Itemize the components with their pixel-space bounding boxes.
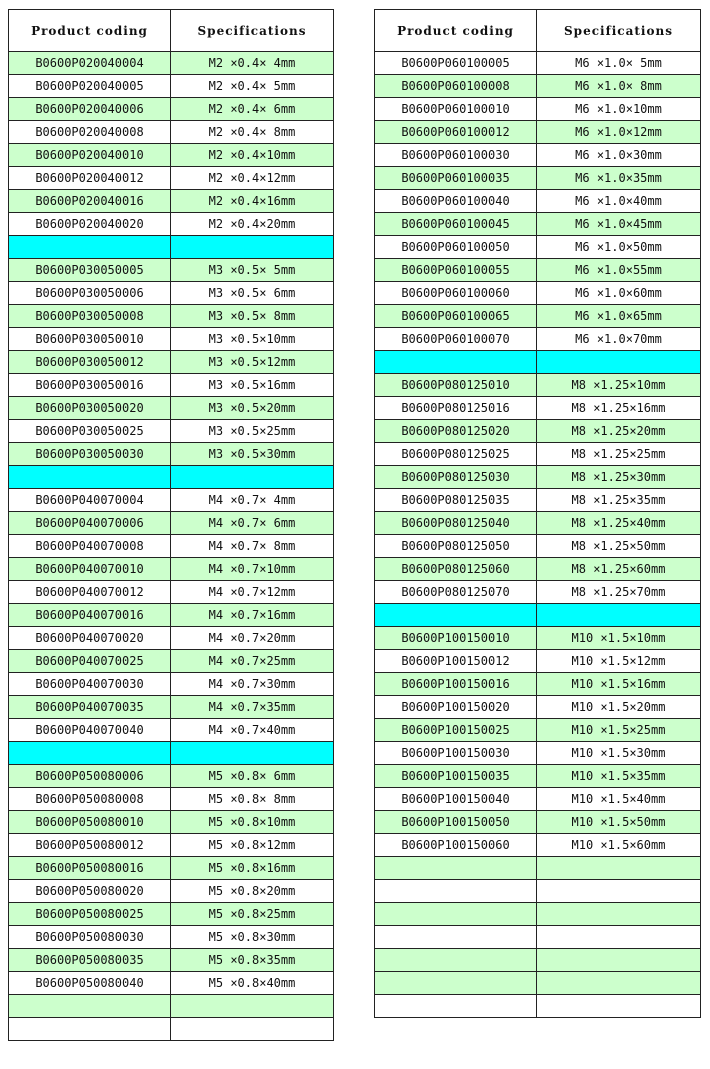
product-code-cell: B0600P100150012 bbox=[375, 650, 537, 673]
specification-cell bbox=[537, 604, 701, 627]
product-code-cell: B0600P060100050 bbox=[375, 236, 537, 259]
table-row bbox=[9, 627, 334, 650]
specification-cell: M8 ×1.25×20mm bbox=[537, 420, 701, 443]
specification-cell: M6 ×1.0×55mm bbox=[537, 259, 701, 282]
header-specifications: Specifications bbox=[171, 10, 334, 52]
specification-cell: M5 ×0.8× 6mm bbox=[171, 765, 334, 788]
header-specifications: Specifications bbox=[537, 10, 701, 52]
empty-row bbox=[375, 972, 701, 995]
product-code-cell bbox=[375, 903, 537, 926]
product-code-cell: B0600P040070006 bbox=[9, 512, 171, 535]
specification-cell: M6 ×1.0×65mm bbox=[537, 305, 701, 328]
product-code-cell: B0600P080125025 bbox=[375, 443, 537, 466]
specification-cell bbox=[171, 742, 334, 765]
product-code-cell: B0600P060100045 bbox=[375, 213, 537, 236]
specification-cell: M2 ×0.4× 4mm bbox=[171, 52, 334, 75]
product-code-cell bbox=[375, 880, 537, 903]
specification-cell: M2 ×0.4× 8mm bbox=[171, 121, 334, 144]
product-code-cell bbox=[375, 351, 537, 374]
separator-row bbox=[9, 236, 334, 259]
separator-row bbox=[375, 604, 701, 627]
table-row bbox=[9, 144, 334, 167]
specification-cell: M10 ×1.5×50mm bbox=[537, 811, 701, 834]
product-code-cell: B0600P030050016 bbox=[9, 374, 171, 397]
table-row bbox=[375, 213, 701, 236]
table-row bbox=[9, 880, 334, 903]
product-code-cell: B0600P080125035 bbox=[375, 489, 537, 512]
specification-cell: M5 ×0.8×20mm bbox=[171, 880, 334, 903]
product-code-cell: B0600P050080020 bbox=[9, 880, 171, 903]
product-code-cell: B0600P080125010 bbox=[375, 374, 537, 397]
product-code-cell: B0600P020040008 bbox=[9, 121, 171, 144]
product-code-cell: B0600P080125030 bbox=[375, 466, 537, 489]
table-row bbox=[375, 811, 701, 834]
table-row bbox=[375, 374, 701, 397]
specification-cell: M6 ×1.0×45mm bbox=[537, 213, 701, 236]
header-product-coding: Product coding bbox=[9, 10, 171, 52]
table-row bbox=[9, 52, 334, 75]
table-row bbox=[375, 696, 701, 719]
table-row bbox=[375, 627, 701, 650]
product-code-cell: B0600P050080008 bbox=[9, 788, 171, 811]
table-row bbox=[375, 650, 701, 673]
specification-cell bbox=[171, 1018, 334, 1041]
product-code-cell: B0600P060100065 bbox=[375, 305, 537, 328]
specification-cell: M4 ×0.7×20mm bbox=[171, 627, 334, 650]
specification-cell: M6 ×1.0×35mm bbox=[537, 167, 701, 190]
specification-cell bbox=[537, 995, 701, 1018]
product-code-cell: B0600P020040004 bbox=[9, 52, 171, 75]
table-row bbox=[9, 834, 334, 857]
product-code-cell: B0600P030050006 bbox=[9, 282, 171, 305]
specification-cell: M5 ×0.8×35mm bbox=[171, 949, 334, 972]
table-row bbox=[375, 236, 701, 259]
table-row bbox=[375, 397, 701, 420]
table-row bbox=[375, 535, 701, 558]
table-row bbox=[375, 52, 701, 75]
product-code-cell: B0600P020040016 bbox=[9, 190, 171, 213]
product-code-cell: B0600P020040006 bbox=[9, 98, 171, 121]
product-code-cell: B0600P040070025 bbox=[9, 650, 171, 673]
spec-table-left bbox=[8, 9, 334, 1041]
table-row bbox=[375, 443, 701, 466]
product-code-cell: B0600P080125020 bbox=[375, 420, 537, 443]
specification-cell: M8 ×1.25×40mm bbox=[537, 512, 701, 535]
table-row bbox=[9, 650, 334, 673]
table-row bbox=[375, 167, 701, 190]
product-code-cell: B0600P100150040 bbox=[375, 788, 537, 811]
product-code-cell: B0600P050080030 bbox=[9, 926, 171, 949]
specification-cell: M8 ×1.25×35mm bbox=[537, 489, 701, 512]
table-row bbox=[9, 190, 334, 213]
table-row bbox=[375, 489, 701, 512]
specification-cell: M4 ×0.7×30mm bbox=[171, 673, 334, 696]
table-row bbox=[9, 765, 334, 788]
specification-cell bbox=[537, 880, 701, 903]
product-code-cell: B0600P100150016 bbox=[375, 673, 537, 696]
product-code-cell: B0600P100150050 bbox=[375, 811, 537, 834]
product-code-cell: B0600P020040020 bbox=[9, 213, 171, 236]
specification-cell: M10 ×1.5×40mm bbox=[537, 788, 701, 811]
product-code-cell: B0600P050080016 bbox=[9, 857, 171, 880]
specification-cell: M10 ×1.5×35mm bbox=[537, 765, 701, 788]
separator-row bbox=[9, 466, 334, 489]
product-code-cell: B0600P100150035 bbox=[375, 765, 537, 788]
product-code-cell: B0600P060100010 bbox=[375, 98, 537, 121]
product-code-cell bbox=[375, 926, 537, 949]
table-row bbox=[9, 282, 334, 305]
table-body bbox=[375, 52, 701, 1018]
product-code-cell: B0600P060100055 bbox=[375, 259, 537, 282]
specification-cell: M10 ×1.5×20mm bbox=[537, 696, 701, 719]
product-code-cell: B0600P030050012 bbox=[9, 351, 171, 374]
product-code-cell: B0600P100150060 bbox=[375, 834, 537, 857]
specification-cell: M8 ×1.25×25mm bbox=[537, 443, 701, 466]
product-code-cell: B0600P030050005 bbox=[9, 259, 171, 282]
product-code-cell: B0600P050080012 bbox=[9, 834, 171, 857]
specification-cell: M5 ×0.8×40mm bbox=[171, 972, 334, 995]
specification-cell bbox=[171, 466, 334, 489]
table-row bbox=[9, 558, 334, 581]
specification-cell: M6 ×1.0×30mm bbox=[537, 144, 701, 167]
empty-row bbox=[9, 1018, 334, 1041]
table-row bbox=[375, 144, 701, 167]
specification-cell: M8 ×1.25×50mm bbox=[537, 535, 701, 558]
specification-cell: M10 ×1.5×10mm bbox=[537, 627, 701, 650]
product-code-cell bbox=[375, 949, 537, 972]
empty-row bbox=[375, 995, 701, 1018]
product-code-cell: B0600P050080025 bbox=[9, 903, 171, 926]
product-code-cell: B0600P050080010 bbox=[9, 811, 171, 834]
product-code-cell: B0600P060100040 bbox=[375, 190, 537, 213]
table-row bbox=[9, 305, 334, 328]
table-row bbox=[9, 696, 334, 719]
product-code-cell: B0600P040070010 bbox=[9, 558, 171, 581]
specification-cell: M8 ×1.25×16mm bbox=[537, 397, 701, 420]
specification-cell: M3 ×0.5×25mm bbox=[171, 420, 334, 443]
table-row bbox=[9, 903, 334, 926]
table-row bbox=[375, 512, 701, 535]
empty-row bbox=[375, 926, 701, 949]
specification-cell: M4 ×0.7× 8mm bbox=[171, 535, 334, 558]
specification-cell: M4 ×0.7× 4mm bbox=[171, 489, 334, 512]
product-code-cell: B0600P020040005 bbox=[9, 75, 171, 98]
product-code-cell: B0600P050080035 bbox=[9, 949, 171, 972]
spec-table-right bbox=[374, 9, 701, 1018]
product-code-cell: B0600P100150025 bbox=[375, 719, 537, 742]
product-code-cell: B0600P100150010 bbox=[375, 627, 537, 650]
product-code-cell: B0600P020040012 bbox=[9, 167, 171, 190]
table-row bbox=[375, 305, 701, 328]
specification-cell bbox=[171, 236, 334, 259]
table-row bbox=[9, 926, 334, 949]
table-row bbox=[9, 972, 334, 995]
product-code-cell: B0600P040070030 bbox=[9, 673, 171, 696]
empty-row bbox=[375, 903, 701, 926]
specification-cell: M8 ×1.25×10mm bbox=[537, 374, 701, 397]
product-code-cell: B0600P040070040 bbox=[9, 719, 171, 742]
table-row bbox=[375, 75, 701, 98]
specification-cell: M8 ×1.25×30mm bbox=[537, 466, 701, 489]
table-row bbox=[9, 604, 334, 627]
product-code-cell: B0600P040070016 bbox=[9, 604, 171, 627]
product-code-cell: B0600P100150020 bbox=[375, 696, 537, 719]
table-row bbox=[9, 167, 334, 190]
table-row bbox=[9, 374, 334, 397]
separator-row bbox=[9, 742, 334, 765]
table-row bbox=[9, 949, 334, 972]
product-code-cell: B0600P030050010 bbox=[9, 328, 171, 351]
specification-cell bbox=[537, 903, 701, 926]
separator-row bbox=[375, 351, 701, 374]
header-row bbox=[375, 10, 701, 52]
product-code-cell: B0600P060100008 bbox=[375, 75, 537, 98]
empty-row bbox=[375, 880, 701, 903]
product-code-cell: B0600P040070012 bbox=[9, 581, 171, 604]
table-row bbox=[375, 742, 701, 765]
table-row bbox=[9, 397, 334, 420]
specification-cell: M10 ×1.5×16mm bbox=[537, 673, 701, 696]
table-row bbox=[9, 259, 334, 282]
specification-cell: M5 ×0.8×10mm bbox=[171, 811, 334, 834]
specification-cell: M4 ×0.7×35mm bbox=[171, 696, 334, 719]
specification-cell: M4 ×0.7×16mm bbox=[171, 604, 334, 627]
specification-cell: M6 ×1.0×60mm bbox=[537, 282, 701, 305]
specification-cell: M4 ×0.7×12mm bbox=[171, 581, 334, 604]
specification-cell: M4 ×0.7× 6mm bbox=[171, 512, 334, 535]
table-row bbox=[375, 420, 701, 443]
specification-cell: M2 ×0.4×10mm bbox=[171, 144, 334, 167]
table-row bbox=[375, 282, 701, 305]
product-code-cell: B0600P060100035 bbox=[375, 167, 537, 190]
specification-cell bbox=[537, 926, 701, 949]
specification-cell: M6 ×1.0× 8mm bbox=[537, 75, 701, 98]
table-row bbox=[375, 190, 701, 213]
specification-cell bbox=[537, 351, 701, 374]
product-code-cell bbox=[375, 972, 537, 995]
table-row bbox=[375, 673, 701, 696]
specification-cell: M6 ×1.0× 5mm bbox=[537, 52, 701, 75]
table-body bbox=[9, 52, 334, 1041]
specification-cell: M5 ×0.8×12mm bbox=[171, 834, 334, 857]
table-row bbox=[375, 558, 701, 581]
specification-cell: M3 ×0.5× 5mm bbox=[171, 259, 334, 282]
product-code-cell bbox=[375, 857, 537, 880]
specification-cell: M5 ×0.8×16mm bbox=[171, 857, 334, 880]
product-code-cell: B0600P060100012 bbox=[375, 121, 537, 144]
table-row bbox=[9, 857, 334, 880]
product-code-cell: B0600P040070004 bbox=[9, 489, 171, 512]
product-code-cell: B0600P080125050 bbox=[375, 535, 537, 558]
table-row bbox=[375, 98, 701, 121]
table-row bbox=[375, 466, 701, 489]
specification-cell: M10 ×1.5×12mm bbox=[537, 650, 701, 673]
specification-cell: M4 ×0.7×40mm bbox=[171, 719, 334, 742]
table-row bbox=[9, 98, 334, 121]
specification-cell: M4 ×0.7×10mm bbox=[171, 558, 334, 581]
table-row bbox=[9, 512, 334, 535]
specification-cell: M8 ×1.25×60mm bbox=[537, 558, 701, 581]
product-code-cell bbox=[9, 1018, 171, 1041]
product-code-cell: B0600P060100005 bbox=[375, 52, 537, 75]
specification-cell bbox=[537, 972, 701, 995]
table-row bbox=[375, 788, 701, 811]
empty-row bbox=[375, 949, 701, 972]
product-code-cell: B0600P080125060 bbox=[375, 558, 537, 581]
header-product-coding: Product coding bbox=[375, 10, 537, 52]
table-row bbox=[9, 535, 334, 558]
specification-cell: M10 ×1.5×60mm bbox=[537, 834, 701, 857]
table-row bbox=[9, 351, 334, 374]
table-row bbox=[375, 834, 701, 857]
specification-cell: M6 ×1.0×10mm bbox=[537, 98, 701, 121]
product-code-cell bbox=[9, 742, 171, 765]
product-code-cell: B0600P030050020 bbox=[9, 397, 171, 420]
specification-cell: M2 ×0.4×12mm bbox=[171, 167, 334, 190]
product-code-cell: B0600P050080006 bbox=[9, 765, 171, 788]
table-row bbox=[9, 121, 334, 144]
specification-cell: M2 ×0.4×16mm bbox=[171, 190, 334, 213]
product-code-cell: B0600P040070035 bbox=[9, 696, 171, 719]
specification-cell: M2 ×0.4× 6mm bbox=[171, 98, 334, 121]
specification-cell: M6 ×1.0×12mm bbox=[537, 121, 701, 144]
product-code-cell: B0600P100150030 bbox=[375, 742, 537, 765]
header-row bbox=[9, 10, 334, 52]
specification-cell: M3 ×0.5×12mm bbox=[171, 351, 334, 374]
table-row bbox=[9, 719, 334, 742]
specification-cell: M4 ×0.7×25mm bbox=[171, 650, 334, 673]
table-row bbox=[375, 719, 701, 742]
table-row bbox=[9, 489, 334, 512]
specification-cell bbox=[171, 995, 334, 1018]
product-code-cell: B0600P040070020 bbox=[9, 627, 171, 650]
product-code-cell: B0600P040070008 bbox=[9, 535, 171, 558]
table-row bbox=[9, 811, 334, 834]
product-code-cell: B0600P030050008 bbox=[9, 305, 171, 328]
table-row bbox=[9, 420, 334, 443]
table-row bbox=[375, 121, 701, 144]
specification-cell: M5 ×0.8× 8mm bbox=[171, 788, 334, 811]
product-code-cell: B0600P060100070 bbox=[375, 328, 537, 351]
specification-cell: M10 ×1.5×30mm bbox=[537, 742, 701, 765]
specification-cell: M3 ×0.5× 6mm bbox=[171, 282, 334, 305]
specification-cell: M2 ×0.4× 5mm bbox=[171, 75, 334, 98]
specification-cell bbox=[537, 857, 701, 880]
specification-cell: M5 ×0.8×25mm bbox=[171, 903, 334, 926]
product-code-cell: B0600P030050030 bbox=[9, 443, 171, 466]
product-code-cell: B0600P060100030 bbox=[375, 144, 537, 167]
product-code-cell bbox=[9, 995, 171, 1018]
product-code-cell bbox=[375, 995, 537, 1018]
specification-cell: M6 ×1.0×50mm bbox=[537, 236, 701, 259]
specification-cell bbox=[537, 949, 701, 972]
specification-cell: M3 ×0.5×30mm bbox=[171, 443, 334, 466]
table-row bbox=[375, 765, 701, 788]
product-code-cell bbox=[9, 466, 171, 489]
table-row bbox=[375, 259, 701, 282]
product-code-cell: B0600P050080040 bbox=[9, 972, 171, 995]
empty-row bbox=[375, 857, 701, 880]
table-row bbox=[9, 213, 334, 236]
product-code-cell: B0600P060100060 bbox=[375, 282, 537, 305]
product-code-cell: B0600P080125070 bbox=[375, 581, 537, 604]
specification-cell: M3 ×0.5×16mm bbox=[171, 374, 334, 397]
specification-cell: M6 ×1.0×70mm bbox=[537, 328, 701, 351]
specification-cell: M8 ×1.25×70mm bbox=[537, 581, 701, 604]
specification-cell: M5 ×0.8×30mm bbox=[171, 926, 334, 949]
product-code-cell: B0600P080125016 bbox=[375, 397, 537, 420]
product-code-cell: B0600P030050025 bbox=[9, 420, 171, 443]
specification-cell: M6 ×1.0×40mm bbox=[537, 190, 701, 213]
table-row bbox=[9, 581, 334, 604]
table-row bbox=[9, 673, 334, 696]
specification-cell: M3 ×0.5×10mm bbox=[171, 328, 334, 351]
table-row bbox=[375, 581, 701, 604]
table-row bbox=[9, 443, 334, 466]
empty-row bbox=[9, 995, 334, 1018]
product-code-cell bbox=[9, 236, 171, 259]
product-code-cell bbox=[375, 604, 537, 627]
specification-cell: M3 ×0.5× 8mm bbox=[171, 305, 334, 328]
table-row bbox=[9, 75, 334, 98]
product-code-cell: B0600P020040010 bbox=[9, 144, 171, 167]
specification-cell: M10 ×1.5×25mm bbox=[537, 719, 701, 742]
table-row bbox=[9, 788, 334, 811]
specification-cell: M3 ×0.5×20mm bbox=[171, 397, 334, 420]
product-code-cell: B0600P080125040 bbox=[375, 512, 537, 535]
table-row bbox=[375, 328, 701, 351]
specification-cell: M2 ×0.4×20mm bbox=[171, 213, 334, 236]
table-row bbox=[9, 328, 334, 351]
